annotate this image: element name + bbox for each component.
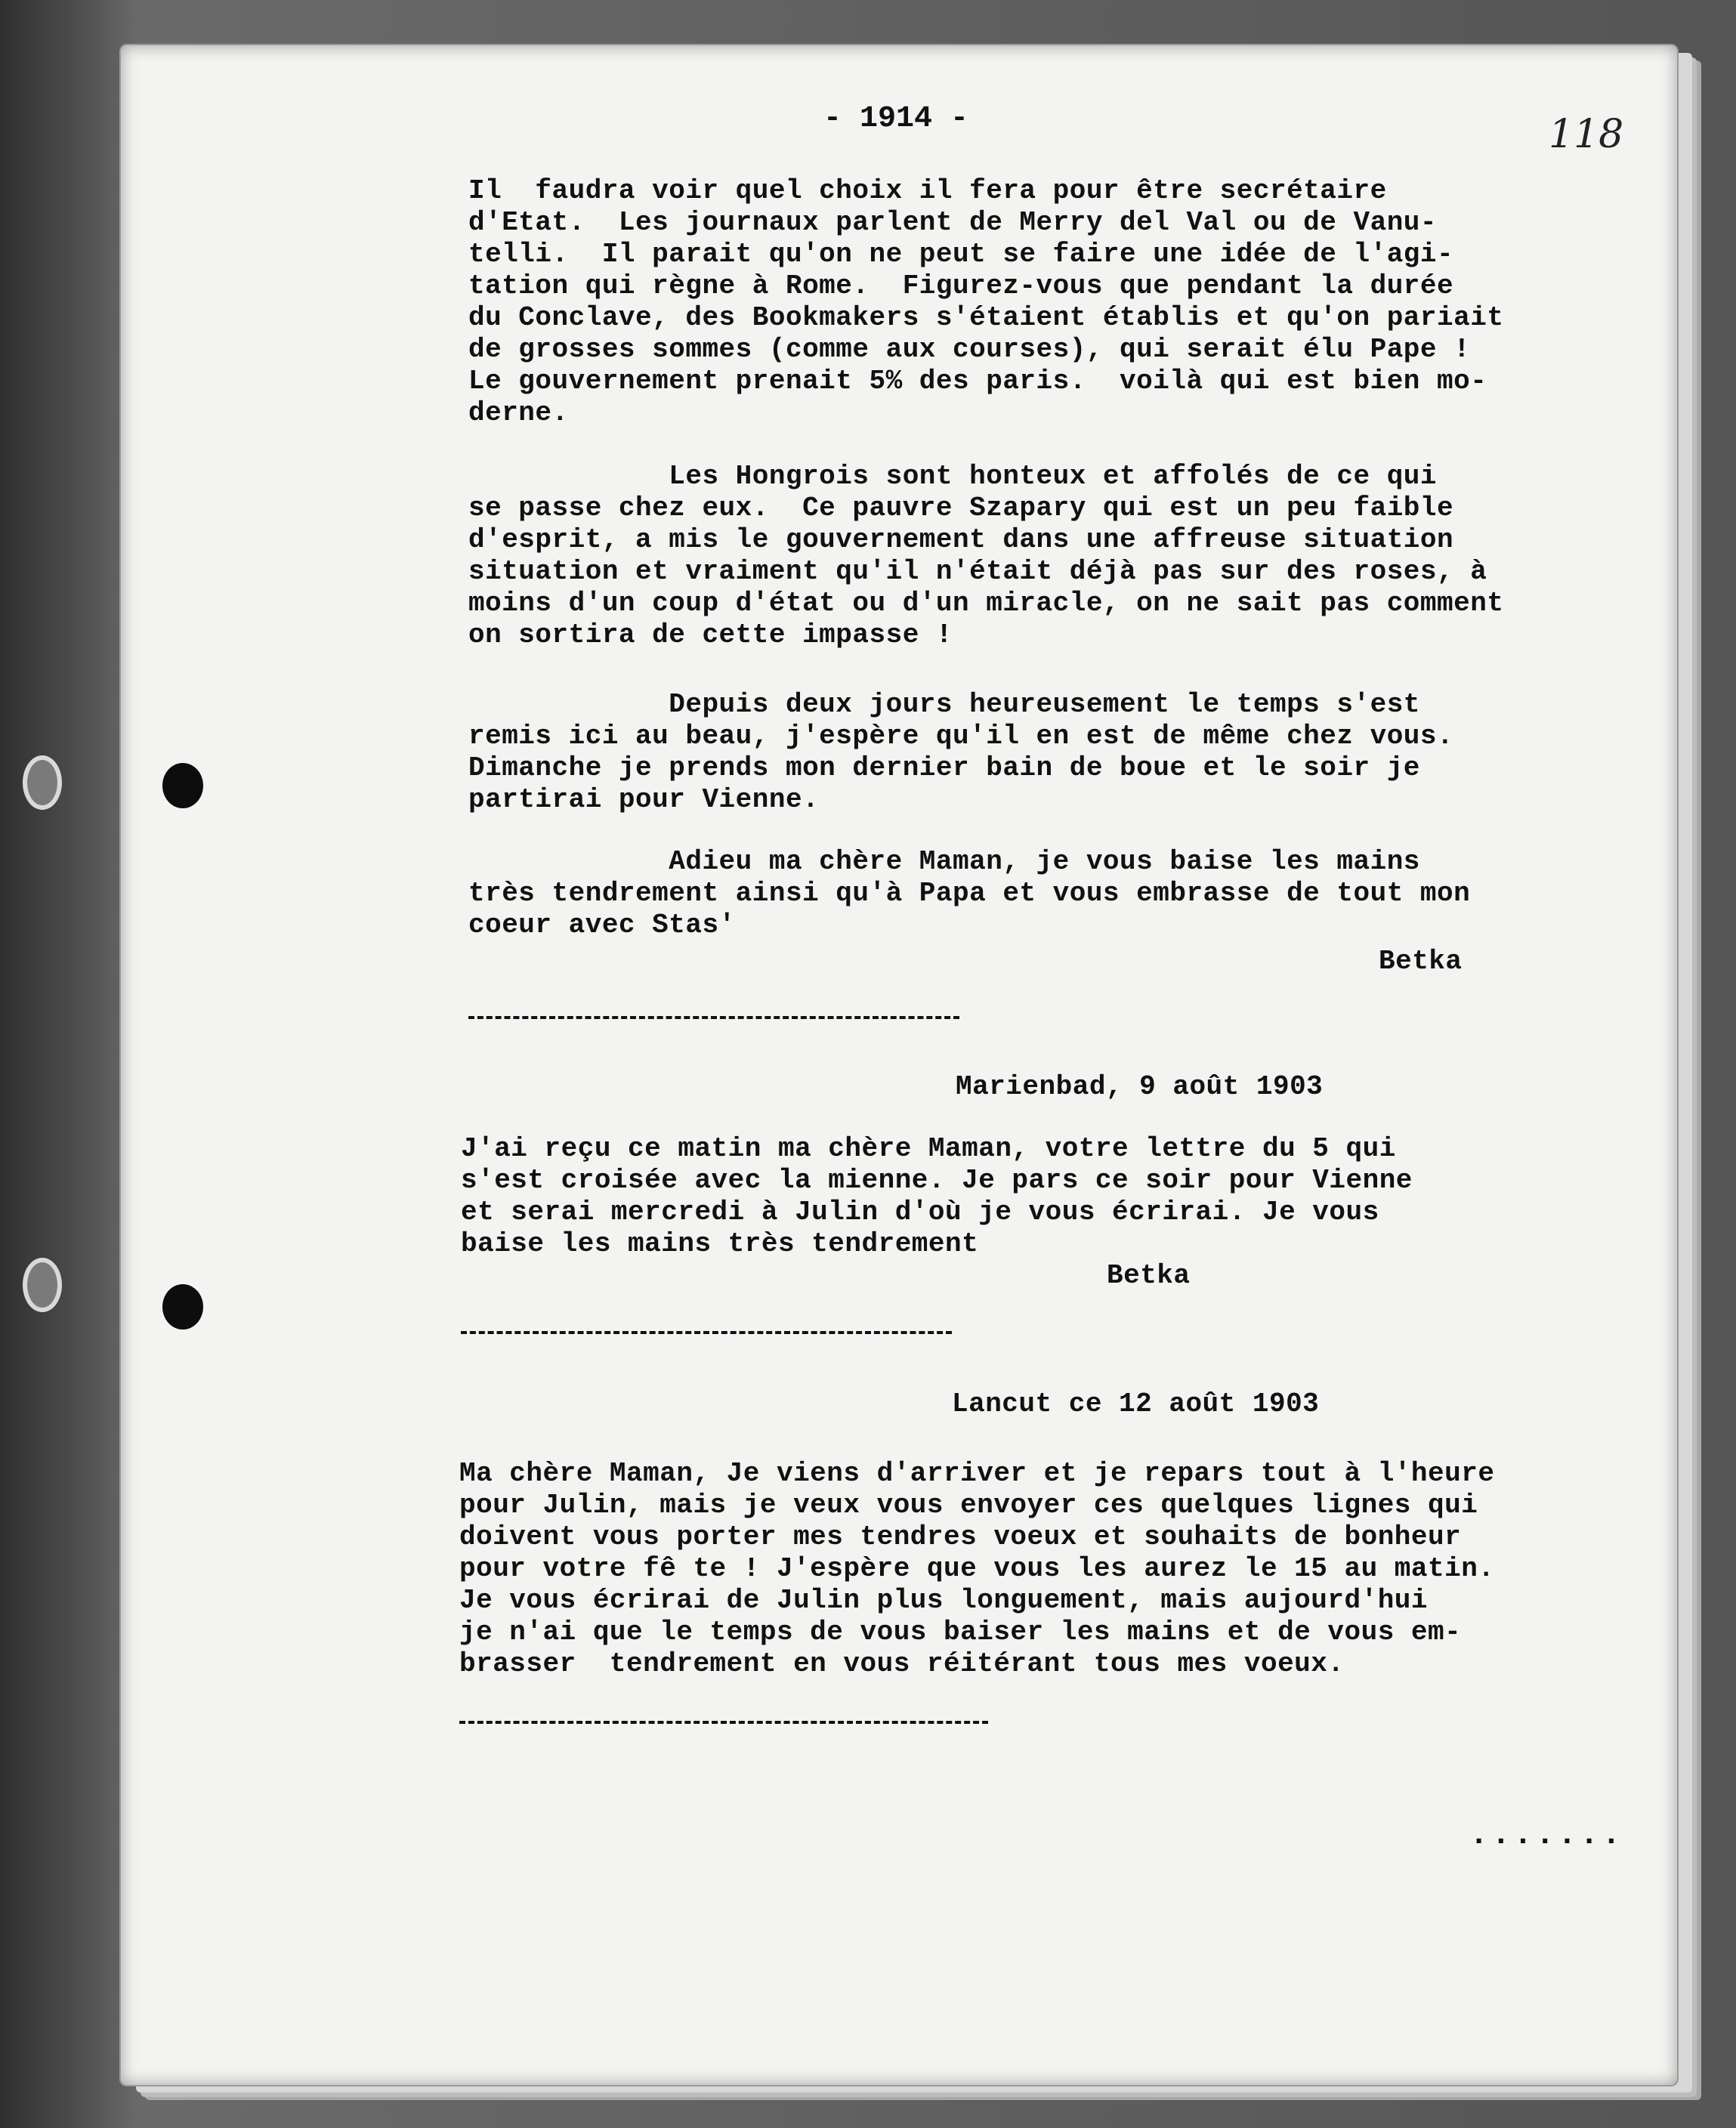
page-number: 118 — [1549, 112, 1624, 157]
letter1-paragraph1: Il faudra voir quel choix il fera pour être secrétaire d'Etat. Les journaux parlent de Merry del Val ou de Vanu- telli. Il parait qu'on ne peut se faire une idée de l'agi- tation qui règne à Rome. Figurez-vous que pendant la durée du Conclave, des Bookmakers s'étaient établis et qu'on pariait de grosses sommes (comme aux courses), qui serait élu Pape ! Le gouvernement prenait 5% des paris. voilà qui est bien mo- derne. — [468, 175, 1504, 428]
letter3-body: Ma chère Maman, Je viens d'arriver et je repars tout à l'heure pour Julin, mais je veux vous envoyer ces quelques lignes qui doivent vous porter mes tendres voeux et souhaits de bonheur pour votre fê te ! J'espère que vous les aurez le 15 au matin. Je vous écrirai de Julin plus longuement, mais aujourd'hui je n'ai que le temps de vous baiser les mains et de vous em- brasser tendrement en vous réitérant tous mes voeux. — [459, 1458, 1495, 1679]
letter2-place-date: Marienbad, 9 août 1903 — [956, 1071, 1324, 1102]
letter2-body: J'ai reçu ce matin ma chère Maman, votre lettre du 5 qui s'est croisée avec la mienne. Je pars ce soir pour Vienne et serai mercredi à Julin d'où je vous écrirai. Je vous baise les mains très tendrement — [461, 1133, 1413, 1259]
separator-rule-3 — [459, 1721, 988, 1727]
letter1-paragraph3: Depuis deux jours heureusement le temps s'est remis ici au beau, j'espère qu'il en est de même chez vous. Dimanche je prends mon dernier bain de boue et le soir je partirai pour Vienne. — [468, 689, 1454, 815]
header-year: - 1914 - — [823, 102, 969, 136]
letter1-signature: Betka — [1379, 946, 1463, 977]
punch-hole-bottom — [162, 1284, 203, 1330]
binder-ring-bottom — [23, 1258, 62, 1312]
binder-ring-top — [23, 755, 62, 810]
separator-rule-2 — [461, 1331, 952, 1337]
letter1-closing: Adieu ma chère Maman, je vous baise les mains très tendrement ainsi qu'à Papa et vous embrasse de tout mon coeur avec Stas' — [468, 846, 1471, 940]
continuation-dots: ....... — [1469, 1817, 1624, 1853]
letter1-paragraph2: Les Hongrois sont honteux et affolés de ce qui se passe chez eux. Ce pauvre Szapary qui est un peu faible d'esprit, a mis le gouvernement dans une affreuse situation situation et vraiment qu'il n'était déjà pas sur des roses, à moins d'un coup d'état ou d'un miracle, on ne sait pas comment on sortira de cette impasse ! — [468, 461, 1504, 650]
separator-rule-1 — [468, 1016, 959, 1022]
letter3-place-date: Lancut ce 12 août 1903 — [952, 1388, 1320, 1419]
punch-hole-top — [162, 763, 203, 808]
letter2-signature: Betka — [1107, 1260, 1191, 1291]
